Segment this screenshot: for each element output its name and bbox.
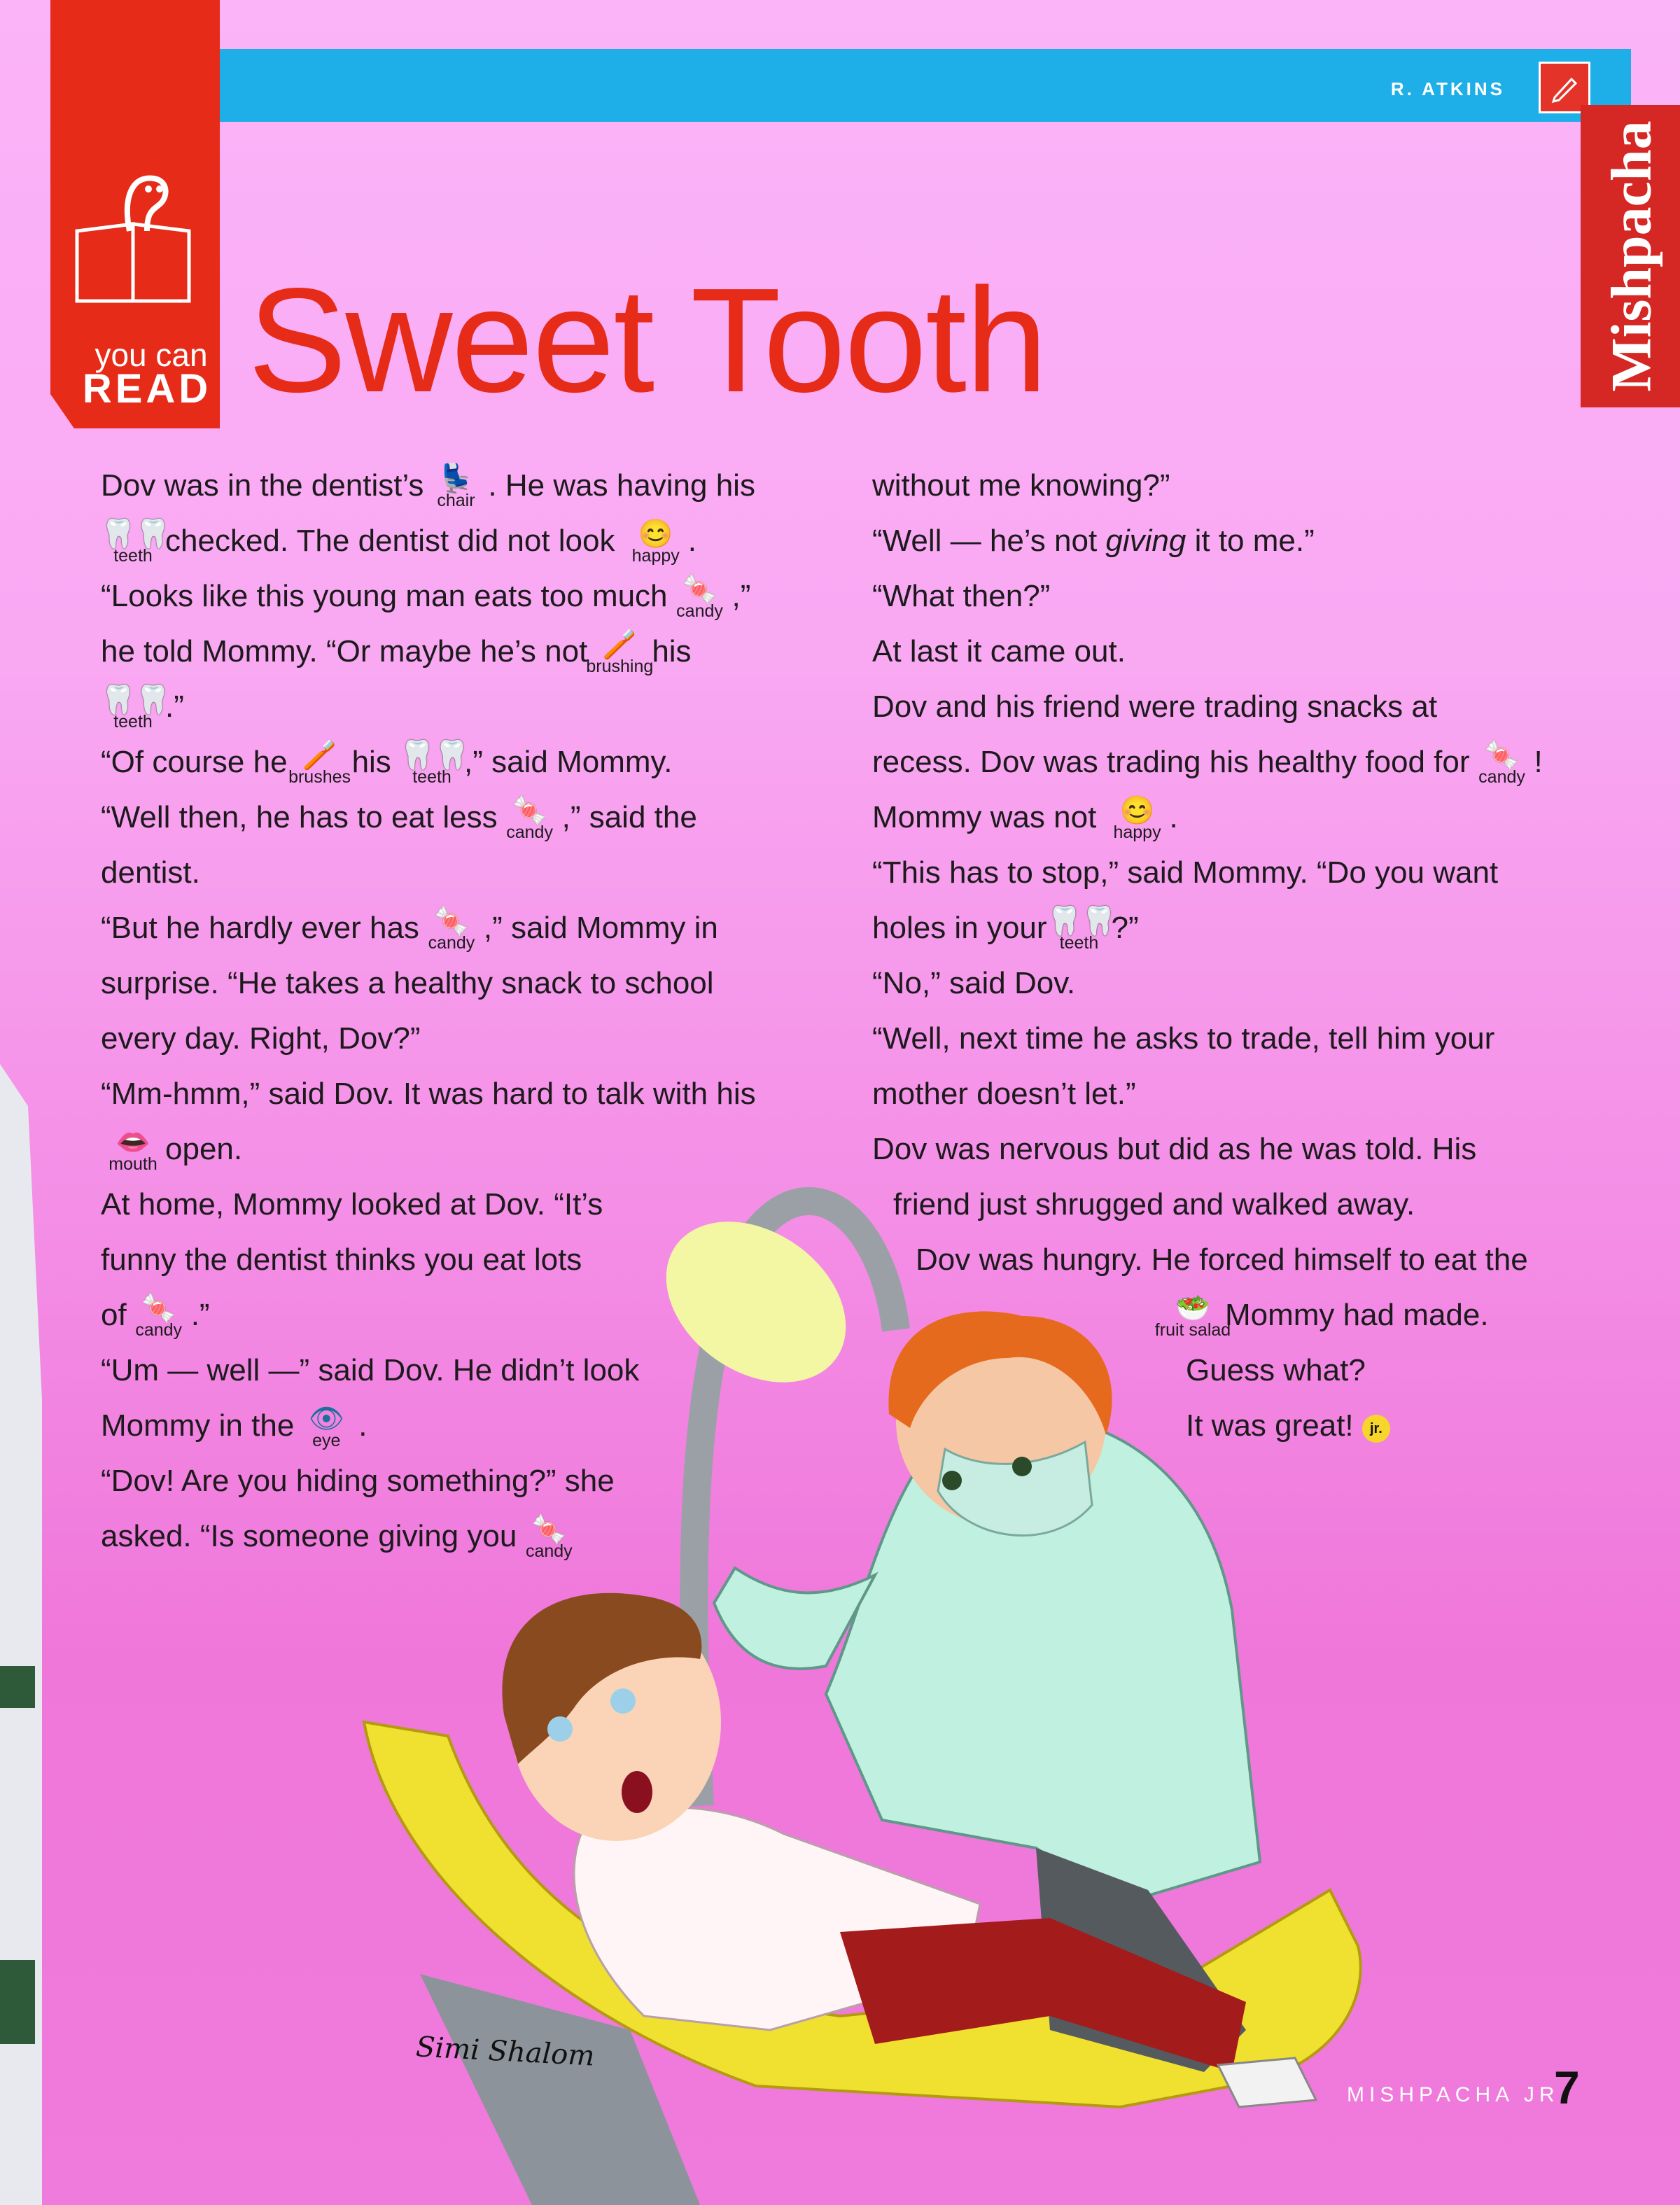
rebus-word [586, 629, 654, 676]
candy-icon: 🍬 [1484, 740, 1520, 771]
story-text: . [687, 524, 696, 558]
story-text: ,” said the [561, 800, 697, 834]
author-name: R. ATKINS [1390, 78, 1505, 99]
rebus-label: teeth [412, 767, 451, 787]
story-line [872, 955, 1600, 1011]
story-text: his [351, 745, 400, 779]
rebus-label: happy [1113, 822, 1161, 842]
rebus-word [424, 463, 488, 510]
rebus-word [419, 906, 484, 953]
story-line [101, 568, 829, 624]
story-line [101, 1287, 829, 1343]
story-line [872, 1398, 1600, 1453]
story-text: Mommy had made. [1225, 1298, 1489, 1332]
story-text: holes in your [872, 911, 1047, 945]
story-text: ?” [1111, 911, 1139, 945]
rebus-word [1470, 740, 1534, 787]
rebus-word [1154, 1293, 1231, 1340]
rebus-word [400, 740, 470, 787]
story-text: “What then?” [872, 579, 1051, 613]
story-text: ,” said Mommy in [483, 911, 718, 945]
story-text: Dov was in the dentist’s [101, 468, 424, 503]
bookworm-icon [70, 168, 203, 312]
story-line [101, 790, 829, 845]
fruit-salad-icon: 🥗 [1175, 1293, 1210, 1324]
rebus-label: teeth [113, 546, 153, 566]
rebus-label: brushing [586, 657, 654, 676]
story-line [101, 1508, 829, 1564]
rebus-label: candy [506, 822, 553, 842]
rebus-label: teeth [1059, 933, 1099, 953]
story-line [101, 1398, 829, 1453]
story-text: .” [190, 1298, 210, 1332]
rebus-word [127, 1293, 191, 1340]
rebus-label: happy [631, 546, 680, 566]
story-text: Guess what? [1186, 1353, 1366, 1387]
page-number: 7 [1554, 2062, 1580, 2113]
story-text: “Dov! Are you hiding something?” she [101, 1464, 615, 1498]
story-line [872, 513, 1600, 568]
rebus-word [498, 795, 562, 842]
story-line [872, 624, 1600, 679]
story-text: “Um — well —” said Dov. He didn’t look [101, 1353, 640, 1387]
rebus-word [1046, 906, 1117, 953]
story-text: ,” said Mommy. [464, 745, 673, 779]
rebus-label: brushes [288, 767, 351, 787]
story-line [872, 679, 1600, 734]
story-text: recess. Dov was trading his healthy food for [872, 745, 1470, 779]
story-text: friend just shrugged and walked away. [893, 1187, 1415, 1222]
rebus-word [624, 519, 688, 566]
story-text: every day. Right, Dov?” [101, 1021, 421, 1056]
candy-icon: 🍬 [434, 906, 469, 937]
teeth-icon: 🦷🦷 [101, 519, 171, 550]
story-line [872, 1066, 1600, 1121]
rebus-label: chair [437, 491, 475, 510]
story-title: Sweet Tooth [248, 257, 1046, 423]
happy-icon: 😊 [638, 519, 673, 550]
rebus-label: candy [525, 1541, 573, 1561]
teeth-icon: 🦷🦷 [1046, 906, 1117, 937]
tab-label-bottom: READ [82, 366, 212, 412]
story-line [872, 1011, 1600, 1066]
story-text: ! [1534, 745, 1543, 779]
candy-icon: 🍬 [531, 1514, 567, 1545]
boy-shoe [1218, 2058, 1316, 2107]
rebus-label: candy [428, 933, 475, 953]
publication-name: Mishpacha [1600, 120, 1663, 392]
jr-badge-icon: jr. [1362, 1415, 1390, 1443]
story-line [101, 1066, 829, 1121]
rebus-word [101, 1127, 165, 1174]
story-text: “Well then, he has to eat less [101, 800, 498, 834]
story-text: “No,” said Dov. [872, 966, 1076, 1000]
story-text: Mommy was not [872, 800, 1105, 834]
story-text: Dov was hungry. He forced himself to eat the [916, 1242, 1528, 1277]
rebus-label: eye [312, 1431, 341, 1450]
story-text: his [652, 634, 692, 668]
story-line [101, 1453, 829, 1508]
chair-icon: 💺 [438, 463, 474, 494]
rebus-word [517, 1514, 581, 1561]
candy-icon: 🍬 [682, 574, 718, 605]
story-text: At home, Mommy looked at Dov. “It’s [101, 1187, 603, 1222]
story-text: . [1169, 800, 1178, 834]
story-line [872, 900, 1600, 955]
story-line [872, 790, 1600, 845]
happy-icon: 😊 [1119, 795, 1155, 826]
story-text: It was great! [1186, 1408, 1362, 1443]
story-text: surprise. “He takes a healthy snack to school [101, 966, 714, 1000]
story-line [101, 1232, 829, 1287]
story-text: open. [165, 1132, 243, 1166]
candy-icon: 🍬 [512, 795, 547, 826]
story-text: “Looks like this young man eats too much [101, 579, 668, 613]
rebus-word [101, 685, 171, 732]
story-text: “Mm-hmm,” said Dov. It was hard to talk with his [101, 1077, 756, 1111]
story-text: ,” [732, 579, 751, 613]
story-line [872, 1177, 1600, 1232]
candy-icon: 🍬 [141, 1293, 176, 1324]
story-text: “Well, next time he asks to trade, tell him your [872, 1021, 1495, 1056]
story-text: giving [1105, 524, 1186, 558]
story-text: “Well — he’s not [872, 524, 1106, 558]
story-text: “This has to stop,” said Mommy. “Do you want [872, 855, 1499, 890]
story-line [101, 955, 829, 1011]
story-text: checked. The dentist did not look [165, 524, 624, 558]
story-line [872, 1287, 1600, 1343]
story-text: mother doesn’t let.” [872, 1077, 1136, 1111]
teeth-icon: 🦷🦷 [400, 740, 470, 771]
story-line [101, 513, 829, 568]
tab-label-top: you can [94, 337, 208, 373]
illustrator-signature: Simi Shalom [414, 2031, 596, 2073]
story-line [101, 1121, 829, 1177]
rebus-word [668, 574, 732, 621]
story-text: of [101, 1298, 127, 1332]
story-text: it to me.” [1186, 524, 1315, 558]
story-text: Dov was nervous but did as he was told. His [872, 1132, 1477, 1166]
story-text: “But he hardly ever has [101, 911, 419, 945]
mouth-icon: 👄 [115, 1127, 150, 1158]
footer-magazine: MISHPACHA JR. [1347, 2083, 1570, 2106]
story-line [101, 1177, 829, 1232]
story-line [872, 734, 1600, 790]
story-line [101, 1343, 829, 1398]
story-text: . He was having his [488, 468, 755, 503]
rebus-word [288, 740, 352, 787]
story-column-left [101, 458, 829, 1564]
story-text: At last it came out. [872, 634, 1126, 668]
story-text: funny the dentist thinks you eat lots [101, 1242, 582, 1277]
story-line [872, 1232, 1600, 1287]
story-line [101, 845, 829, 900]
story-line [101, 900, 829, 955]
rebus-word [294, 1404, 358, 1450]
story-line [872, 845, 1600, 900]
rebus-label: candy [135, 1320, 183, 1340]
story-line [872, 1343, 1600, 1398]
toothbrush-icon: 🪥 [302, 740, 337, 771]
story-line [872, 568, 1600, 624]
story-text: Dov and his friend were trading snacks at [872, 690, 1438, 724]
rebus-label: fruit salad [1154, 1320, 1231, 1340]
story-line [872, 458, 1600, 513]
rebus-label: candy [676, 601, 723, 621]
story-text: .” [165, 690, 184, 724]
story-text: dentist. [101, 855, 200, 890]
eye-icon: 👁 [308, 1404, 344, 1434]
story-line [872, 1121, 1600, 1177]
story-text: asked. “Is someone giving you [101, 1519, 517, 1553]
story-line [101, 679, 829, 734]
story-line [101, 1011, 829, 1066]
story-text: without me knowing?” [872, 468, 1170, 503]
story-column-right [872, 458, 1600, 1453]
rebus-label: teeth [113, 712, 153, 732]
rebus-word [1105, 795, 1170, 842]
rebus-label: mouth [108, 1154, 158, 1174]
story-text: “Of course he [101, 745, 288, 779]
rebus-word [101, 519, 171, 566]
story-line [101, 734, 829, 790]
story-text: Mommy in the [101, 1408, 295, 1443]
story-line [101, 624, 829, 679]
story-text: he told Mommy. “Or maybe he’s not [101, 634, 588, 668]
brushing-icon: 🪥 [602, 629, 638, 660]
story-text: . [358, 1408, 368, 1443]
rebus-label: candy [1478, 767, 1525, 787]
teeth-icon: 🦷🦷 [101, 685, 171, 715]
story-line [101, 458, 829, 513]
